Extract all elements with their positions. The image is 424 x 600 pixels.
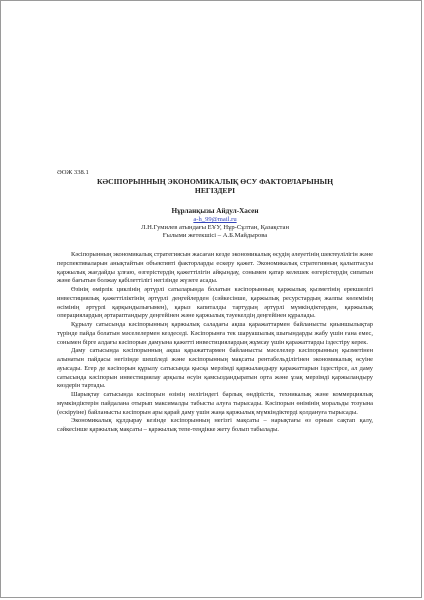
scientific-advisor: Ғылыми жетекшісі – А.Б.Майдырова bbox=[162, 232, 268, 240]
paper-body bbox=[57, 251, 373, 435]
author-name: Нұрланқызы Айдул-Хасен bbox=[171, 206, 259, 215]
body-paragraph: Экономикалық құлдырау кезінде кәсіпорынның негізгі мақсаты – нарықтағы өз орнын сақтап қалу, сәйкесінше қаржылық мақсаты – қаржылық тепе-теңдікке жету болып табылады. bbox=[57, 417, 373, 433]
body-paragraph: Шарықтау сатысында кәсіпорын өзінің нелігіндегі барлық өндірістік, техникалық және коммерциялық мүмкіндіктерін пайдалана отырып максималды табысты алуға тырысады. Кәсіпорын өнімінің моральды тозуына (ескіруіне) байланысты кәсіпорын ары қарай даму үшін жаңа қаржылық мүмкіндіктерді қолдануға тырысады. bbox=[57, 391, 373, 416]
paper-content bbox=[57, 169, 373, 435]
body-paragraph: Құрылу сатысында кәсіпорынның қаржылық саладағы ақша қаражаттармен байланысты қиыншылықтар түрінде пайда болатын мәселелермен кездеседі. Кәсіпорынға тек шаруашылық шығындарды жабу үшін ғана емес, сонымен бірге алдағы кәсіпорын дамуына қажетті инвестициялардың жұмсау үшін қаражаттарды іздестіру керек. bbox=[57, 321, 373, 346]
paper-title-line1: КӘСІПОРЫННЫҢ ЭКОНОМИКАЛЫҚ ӨСУ ФАКТОРЛАРЫНЫҢ bbox=[97, 177, 333, 186]
body-paragraph: Даму сатысында кәсіпорынның ақша қаражаттармен байланысты мәселелер кәсіпорынның қызметінен алынатын пайдасы негізінде шешіледі және кәсіпорынның мақсаты рентабельділігінен экономикалық өсуіне ауысады. Егер де кәсіпорын құрылу сатысында қысқа мерзімді қаржыландыру қаражаттарын іздестірсе, ал даму сатысында кәсіпорын инвестициялау арқылы өсуін қамсыздандыратын орта және ұзақ мерзімді қаржыландыру көздерін тартады. bbox=[57, 347, 373, 390]
body-paragraph: Өзінің өмірлік циклінің әртүрлі сатыларында болатын кәсіпорынның қаржылық қызметінің ерекшелігі инвестициялық қажеттіліктінің әртүрлі деңгейлерден (сәйкесінше, қаржылық ресурстардың жалпы көлемінің өсімінің әртүрлі қарқындылығымен), қарыз капиталды тартудың әртүрлі мүмкіндіктерден, қаржылық операциялардың әртараптандыру деңгейінен және қаржылық тәуекелдің деңгейінен құралады. bbox=[57, 286, 373, 320]
author-affiliation: Л.Н.Гумилев атындағы ЕҰУ, Нұр-Сұлтан, Қазақстан bbox=[141, 223, 289, 231]
author-email-link[interactable]: a-h_99@mail.ru bbox=[193, 215, 237, 223]
body-paragraph: Кәсіпорынның экономикалық стратегиясын жасаған кезде экономикалық өсудің әлеуетінің шектеулілігін және перспективаларын анықтайтын объективті факторларды ескеру қажет. Экономикалық стратегияның қалыптасуы қаржылық жағдайды ұлғаю, өзгерістердің қажеттілігін айқындау, сонымен қатар келешек өзгерістердің сипатын және бағытын болжау қабілеттілігі негізінде жүзеге асады. bbox=[57, 251, 373, 285]
paper-title-line2: НЕГІЗДЕРІ bbox=[194, 186, 236, 196]
udk-code: ӘОЖ 338.1 bbox=[57, 169, 89, 176]
